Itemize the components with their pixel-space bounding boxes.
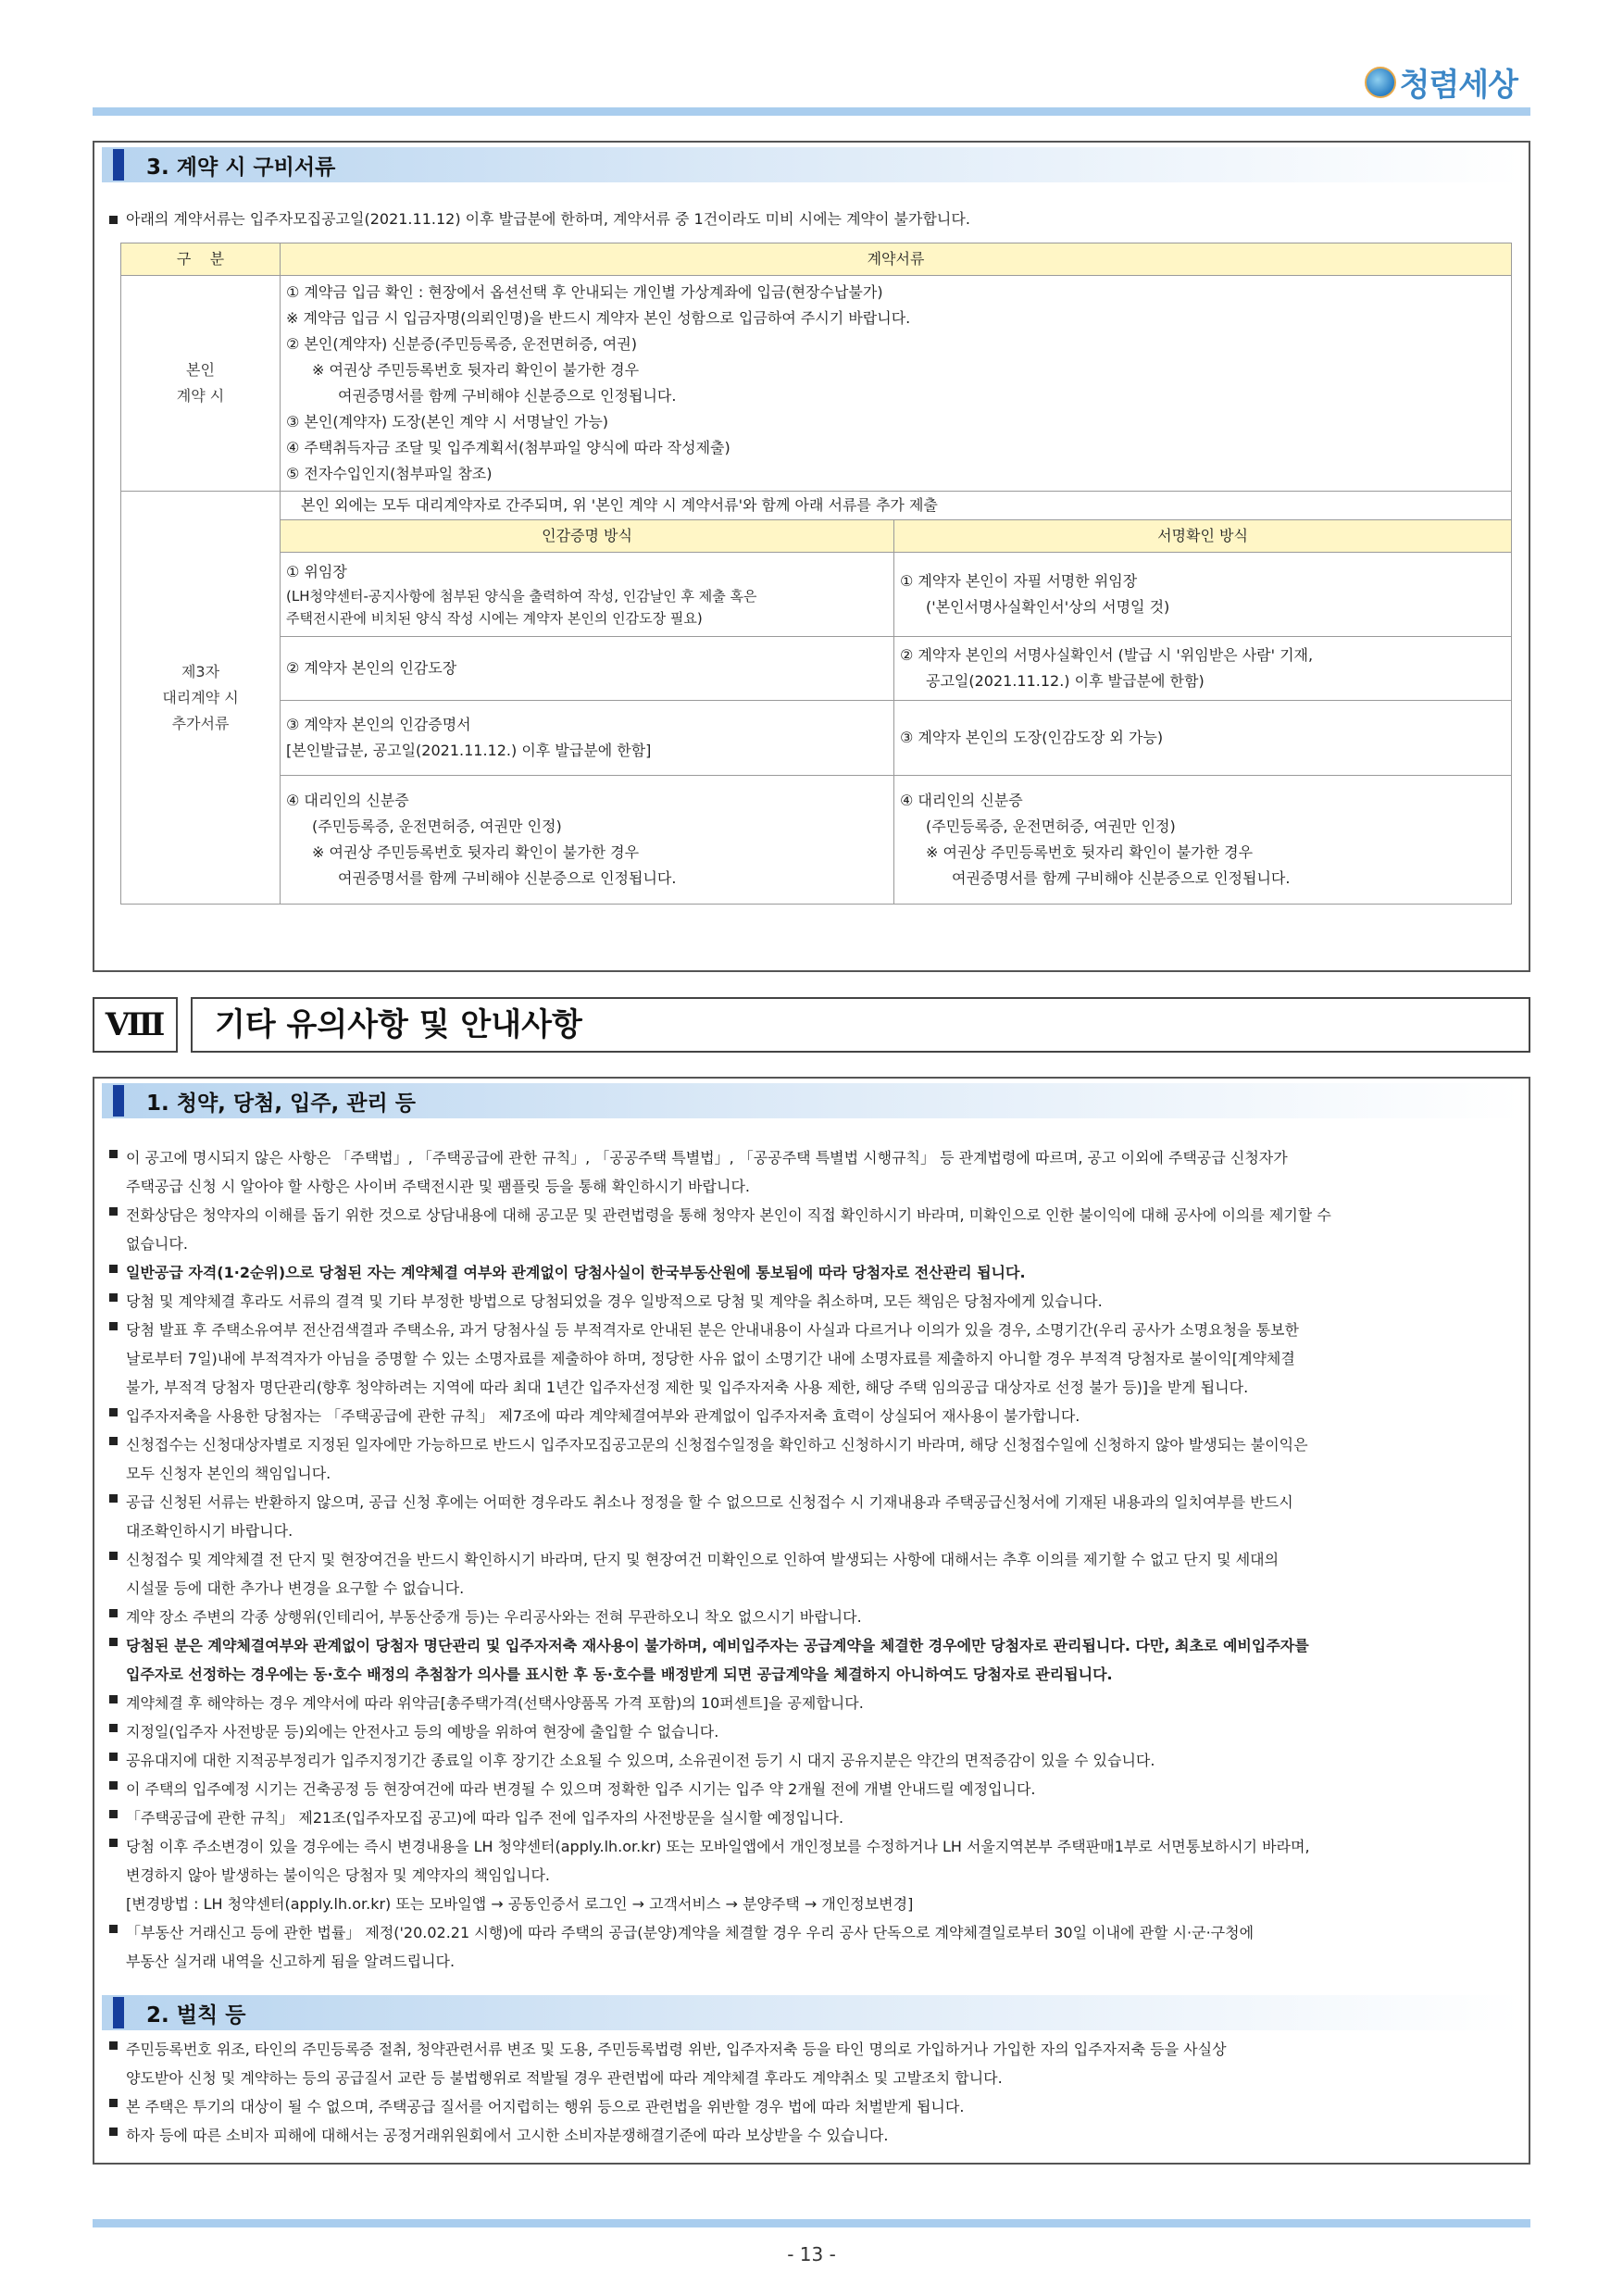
section-3-intro: 아래의 계약서류는 입주자모집공고일(2021.11.12) 이후 발급분에 한하며, 계약서류 중 1건이라도 미비 시에는 계약이 불가합니다. xyxy=(106,209,1510,230)
section-1-header xyxy=(102,1083,1521,1118)
seal-agent-id: ④ 대리인의 신분증 (주민등록증, 운전면허증, 여권만 인정) ※ 여권상 주민등록번호 뒷자리 확인이 불가한 경우 여권증명서를 함께 구비해야 신분증으로 인정됩니다. xyxy=(281,776,894,905)
chapter-number: Ⅷ xyxy=(93,997,178,1053)
proxy-intro: 본인 외에는 모두 대리계약자로 간주되며, 위 '본인 계약 시 계약서류'와 함께 아래 서류를 추가 제출 xyxy=(281,492,1512,520)
list-item: 일반공급 자격(1·2순위)으로 당첨된 자는 계약체결 여부와 관계없이 당첨사실이 한국부동산원에 통보됨에 따라 당첨자로 전산관리 됩니다. xyxy=(106,1258,1517,1287)
table-header-documents: 계약서류 xyxy=(281,243,1512,276)
list-item: 계약체결 후 해약하는 경우 계약서에 따라 위약금[총주택가격(선택사양품목 가격 포함)의 10퍼센트]을 공제합니다. xyxy=(106,1689,1517,1717)
section-2-title: 2. 벌칙 등 xyxy=(146,2003,246,2028)
section-2-list xyxy=(106,2035,1517,2150)
list-item: 이 주택의 입주예정 시기는 건축공정 등 현장여건에 따라 변경될 수 있으며 정확한 입주 시기는 입주 약 2개월 전에 개별 안내드릴 예정입니다. xyxy=(106,1775,1517,1803)
list-item: 「주택공급에 관한 규칙」 제21조(입주자모집 공고)에 따라 입주 전에 입주자의 사전방문을 실시할 예정입니다. xyxy=(106,1803,1517,1832)
row-label-self-contract: 본인 계약 시 xyxy=(121,276,281,492)
logo-emblem-icon xyxy=(1365,67,1396,98)
seal-method-header: 인감증명 방식 xyxy=(281,520,894,553)
seal-registered-seal: ② 계약자 본인의 인감도장 xyxy=(281,637,894,701)
list-item: 신청접수 및 계약체결 전 단지 및 현장여건을 반드시 확인하시기 바라며, 단지 및 현장여건 미확인으로 인하여 발생되는 사항에 대해서는 추후 이의를 제기할 수 없고 단지 및 세대의 시설물 등에 대한 추가나 변경을 요구할 수 없습니다. xyxy=(106,1545,1517,1603)
row-label-proxy-contract: 제3자 대리계약 시 추가서류 xyxy=(121,492,281,905)
list-item: 지정일(입주자 사전방문 등)외에는 안전사고 등의 예방을 위하여 현장에 출입할 수 없습니다. xyxy=(106,1717,1517,1746)
list-item: 주민등록번호 위조, 타인의 주민등록증 절취, 청약관련서류 변조 및 도용, 주민등록법령 위반, 입주자저축 등을 타인 명의로 가입하거나 가입한 자의 입주자저축 등을 사실상 양도받아 신청 및 계약하는 등의 공급질서 교란 등 불법행위로 적발될 경우 관련법에 따라 계약체결 후라도 계약취소 및 고발조치 합니다. xyxy=(106,2035,1517,2092)
list-item: 공급 신청된 서류는 반환하지 않으며, 공급 신청 후에는 어떠한 경우라도 취소나 정정을 할 수 없으므로 신청접수 시 기재내용과 주택공급신청서에 기재된 내용과의 일치여부를 반드시 대조확인하시기 바랍니다. xyxy=(106,1488,1517,1545)
sign-agent-id: ④ 대리인의 신분증 (주민등록증, 운전면허증, 여권만 인정) ※ 여권상 주민등록번호 뒷자리 확인이 불가한 경우 여권증명서를 함께 구비해야 신분증으로 인정됩니다. xyxy=(894,776,1512,905)
brand-logo xyxy=(1365,59,1517,105)
list-item: 하자 등에 따른 소비자 피해에 대해서는 공정거래위원회에서 고시한 소비자분쟁해결기준에 따라 보상받을 수 있습니다. xyxy=(106,2121,1517,2150)
sign-stamp: ③ 계약자 본인의 도장(인감도장 외 가능) xyxy=(894,701,1512,776)
section-1-title: 1. 청약, 당첨, 입주, 관리 등 xyxy=(146,1092,416,1116)
header-rule xyxy=(93,107,1530,116)
list-item: 당첨 발표 후 주택소유여부 전산검색결과 주택소유, 과거 당첨사실 등 부적격자로 안내된 분은 안내내용이 사실과 다르거나 이의가 있을 경우, 소명기간(우리 공사가 소명요청을 통보한 날로부터 7일)내에 부적격자가 아님을 증명할 수 있는 소명자료를 제출하야 하며, 정당한 사유 없이 소명기간 내에 소명자료를 제출하지 아니할 경우 부적격 당첨자로 불이익[계약체결 불가, 부적격 당첨자 명단관리(향후 청약하려는 지역에 따라 최대 1년간 입주자선정 제한 및 입주자저축 사용 제한, 해당 주택 임의공급 대상자로 선정 불가 등)]을 받게 됩니다. xyxy=(106,1316,1517,1402)
logo-text: 청렴세상 xyxy=(1399,67,1517,104)
list-item: 본 주택은 투기의 대상이 될 수 없으며, 주택공급 질서를 어지럽히는 행위 등으로 관련법을 위반할 경우 법에 따라 처벌받게 됩니다. xyxy=(106,2092,1517,2121)
list-item: 계약 장소 주변의 각종 상행위(인테리어, 부동산중개 등)는 우리공사와는 전혀 무관하오니 착오 없으시기 바랍니다. xyxy=(106,1603,1517,1631)
list-item: 신청접수는 신청대상자별로 지정된 일자에만 가능하므로 반드시 입주자모집공고문의 신청접수일정을 확인하고 신청하시기 바라며, 해당 신청접수일에 신청하지 않아 발생되는 불이익은 모두 신청자 본인의 책임입니다. xyxy=(106,1430,1517,1488)
section-marker-bar xyxy=(113,1997,124,2028)
list-item: 당첨 이후 주소변경이 있을 경우에는 즉시 변경내용을 LH 청약센터(apply.lh.or.kr) 또는 모바일앱에서 개인정보를 수정하거나 LH 서울지역본부 주택판매1부로 서면통보하시기 바라며, 변경하지 않아 발생하는 불이익은 당첨자 및 계약자의 책임입니다. xyxy=(106,1832,1517,1890)
sign-power-of-attorney: ① 계약자 본인이 자필 서명한 위임장 ('본인서명사실확인서'상의 서명일 것) xyxy=(894,553,1512,637)
list-item: 전화상담은 청약자의 이해를 돕기 위한 것으로 상담내용에 대해 공고문 및 관련법령을 통해 청약자 본인이 직접 확인하시기 바라며, 미확인으로 인한 불이익에 대해 공사에 이의를 제기할 수 없습니다. xyxy=(106,1201,1517,1258)
list-item: 당첨된 분은 계약체결여부와 관계없이 당첨자 명단관리 및 입주자저축 재사용이 불가하며, 예비입주자는 공급계약을 체결한 경우에만 당첨자로 관리됩니다. 다만, 최초로 예비입주자를 입주자로 선정하는 경우에는 동·호수 배정의 추첨참가 의사를 표시한 후 동·호수를 배정받게 되면 공급계약을 체결하지 아니하여도 당첨자로 관리됩니다. xyxy=(106,1631,1517,1689)
page-number: - 13 - xyxy=(787,2243,836,2265)
list-item: 공유대지에 대한 지적공부정리가 입주지정기간 종료일 이후 장기간 소요될 수 있으며, 소유권이전 등기 시 대지 공유지분은 약간의 면적증감이 있을 수 있습니다. xyxy=(106,1746,1517,1775)
section-marker-bar xyxy=(113,149,124,181)
sign-signature-certificate: ② 계약자 본인의 서명사실확인서 (발급 시 '위임받은 사람' 기재, 공고일(2021.11.12.) 이후 발급분에 한함) xyxy=(894,637,1512,701)
notices-box xyxy=(93,1077,1530,2165)
contract-documents-table xyxy=(120,243,1512,905)
footer-rule xyxy=(93,2219,1530,2227)
change-method-note: [변경방법 : LH 청약센터(apply.lh.or.kr) 또는 모바일앱 → 공동인증서 로그인 → 고객서비스 → 분양주택 → 개인정보변경] xyxy=(126,1895,914,1913)
list-item: 이 공고에 명시되지 않은 사항은 「주택법」, 「주택공급에 관한 규칙」, 「공공주택 특별법」, 「공공주택 특별법 시행규칙」 등 관계법령에 따르며, 공고 이외에 주택공급 신청자가 주택공급 신청 시 알아야 할 사항은 사이버 주택전시관 및 팸플릿 등을 통해 확인하시기 바랍니다. xyxy=(106,1143,1517,1201)
self-contract-documents: ① 계약금 입금 확인 : 현장에서 옵션선택 후 안내되는 개인별 가상계좌에 입금(현장수납불가) ※ 계약금 입금 시 입금자명(의뢰인명)을 반드시 계약자 본인 성함으로 입금하여 주시기 바랍니다. ② 본인(계약자) 신분증(주민등록증, 운전면허증, 여권) ※ 여권상 주민등록번호 뒷자리 확인이 불가한 경우 여권증명서를 함께 구비해야 신분증으로 인정됩니다. ③ 본인(계약자) 도장(본인 계약 시 서명날인 가능) ④ 주택취득자금 조달 및 입주계획서(첨부파일 양식에 따라 작성제출) ⑤ 전자수입인지(첨부파일 참조) xyxy=(281,276,1512,492)
section-1-list xyxy=(106,1143,1517,1976)
sign-method-header: 서명확인 방식 xyxy=(894,520,1512,553)
seal-seal-certificate: ③ 계약자 본인의 인감증명서 [본인발급분, 공고일(2021.11.12.) 이후 발급분에 한함] xyxy=(281,701,894,776)
seal-power-of-attorney: ① 위임장 (LH청약센터-공지사항에 첨부된 양식을 출력하여 작성, 인감날인 후 제출 혹은 주택전시관에 비치된 양식 작성 시에는 계약자 본인의 인감도장 필요) xyxy=(281,553,894,637)
list-item: 당첨 및 계약체결 후라도 서류의 결격 및 기타 부정한 방법으로 당첨되었을 경우 일방적으로 당첨 및 계약을 취소하며, 모든 책임은 당첨자에게 있습니다. xyxy=(106,1287,1517,1316)
list-item: 입주자저축을 사용한 당첨자는 「주택공급에 관한 규칙」 제7조에 따라 계약체결여부와 관계없이 입주자저축 효력이 상실되어 재사용이 불가합니다. xyxy=(106,1402,1517,1430)
section-3-header xyxy=(102,147,1521,182)
section-marker-bar xyxy=(113,1085,124,1117)
list-item: 「부동산 거래신고 등에 관한 법률」 제정('20.02.21 시행)에 따라 주택의 공급(분양)계약을 체결할 경우 우리 공사 단독으로 계약체결일로부터 30일 이내에 관할 시·군·구청에 부동산 실거래 내역을 신고하게 됨을 알려드립니다. xyxy=(106,1918,1517,1976)
table-header-category: 구 분 xyxy=(121,243,281,276)
section-3-box xyxy=(93,141,1530,972)
section-3-title: 3. 계약 시 구비서류 xyxy=(146,156,336,180)
section-2-header xyxy=(102,1995,1521,2030)
chapter-title: 기타 유의사항 및 안내사항 xyxy=(191,997,1530,1053)
